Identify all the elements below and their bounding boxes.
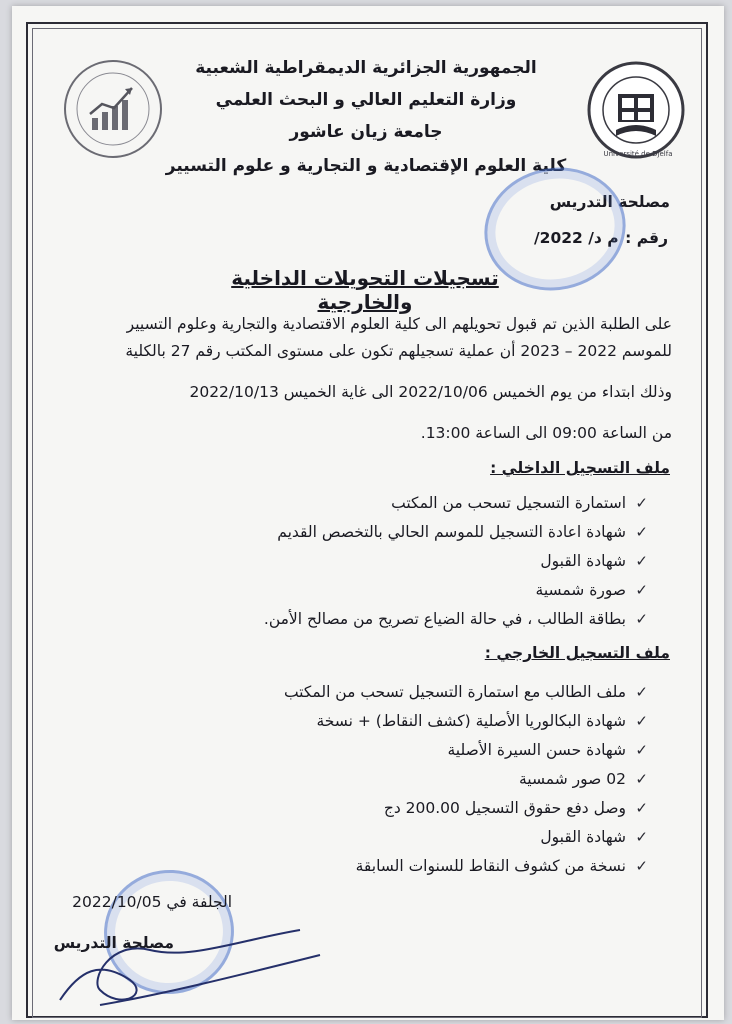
check-icon: ✓ <box>635 581 648 599</box>
intro-line-1: على الطلبة الذين تم قبول تحويلهم الى كلية العلوم الاقتصادية والتجارية وعلوم التسيير <box>126 315 672 333</box>
university-of-djelfa-seal-icon <box>586 60 686 160</box>
check-icon: ✓ <box>635 523 648 541</box>
department-label: مصلحة التدريس <box>549 193 670 211</box>
check-icon: ✓ <box>635 741 648 759</box>
header-republic: الجمهورية الجزائرية الديمقراطية الشعبية <box>195 58 537 78</box>
list-item: ✓بطاقة الطالب ، في حالة الضياع تصريح من مصالح الأمن. <box>264 605 648 634</box>
list-item: ✓شهادة اعادة التسجيل للموسم الحالي بالتخصص القديم <box>264 518 648 547</box>
signatory-label: مصلحة التدريس <box>53 934 174 952</box>
list-item: ✓صورة شمسية <box>264 576 648 605</box>
list-item: ✓وصل دفع حقوق التسجيل 200.00 دج <box>284 794 648 823</box>
list-item: ✓ملف الطالب مع استمارة التسجيل تسحب من المكتب <box>284 678 648 707</box>
internal-file-list <box>264 489 648 634</box>
check-icon: ✓ <box>635 857 648 875</box>
reference-number-label: رقم : <box>625 229 668 247</box>
internal-file-heading: ملف التسجيل الداخلي : <box>490 459 670 477</box>
header-ministry: وزارة التعليم العالي و البحث العلمي <box>215 90 517 110</box>
list-item: ✓شهادة القبول <box>284 823 648 852</box>
place-date: الجلفة في 2022/10/05 <box>72 893 232 911</box>
check-icon: ✓ <box>635 494 648 512</box>
header-university: جامعة زيان عاشور <box>289 122 443 142</box>
list-item: ✓شهادة حسن السيرة الأصلية <box>284 736 648 765</box>
check-icon: ✓ <box>635 799 648 817</box>
list-item: ✓02 صور شمسية <box>284 765 648 794</box>
intro-line-4: من الساعة 09:00 الى الساعة 13:00. <box>420 424 672 442</box>
check-icon: ✓ <box>635 770 648 788</box>
external-file-heading: ملف التسجيل الخارجي : <box>484 644 670 662</box>
header-faculty: كلية العلوم الإقتصادية و التجارية و علوم التسيير <box>165 156 567 176</box>
check-icon: ✓ <box>635 828 648 846</box>
list-item: ✓استمارة التسجيل تسحب من المكتب <box>264 489 648 518</box>
list-item: ✓شهادة البكالوريا الأصلية (كشف النقاط) + نسخة <box>284 707 648 736</box>
list-item: ✓نسخة من كشوف النقاط للسنوات السابقة <box>284 852 648 881</box>
check-icon: ✓ <box>635 610 648 628</box>
intro-line-2: للموسم 2022 – 2023 أن عملية تسجيلهم تكون على مستوى المكتب رقم 27 بالكلية <box>125 342 672 360</box>
check-icon: ✓ <box>635 552 648 570</box>
check-icon: ✓ <box>635 683 648 701</box>
document-title: تسجيلات التحويلات الداخلية والخارجية <box>231 266 499 314</box>
university-seal-caption: Université de Djelfa <box>603 150 673 158</box>
reference-number-value: /م د/ 2022 <box>534 229 619 247</box>
list-item: ✓شهادة القبول <box>264 547 648 576</box>
external-file-list <box>284 678 648 881</box>
growth-chart-emblem-icon <box>62 58 164 160</box>
signature <box>40 900 340 1020</box>
intro-line-3: وذلك ابتداء من يوم الخميس 2022/10/06 الى غاية الخميس 2022/10/13 <box>189 383 672 401</box>
check-icon: ✓ <box>635 712 648 730</box>
